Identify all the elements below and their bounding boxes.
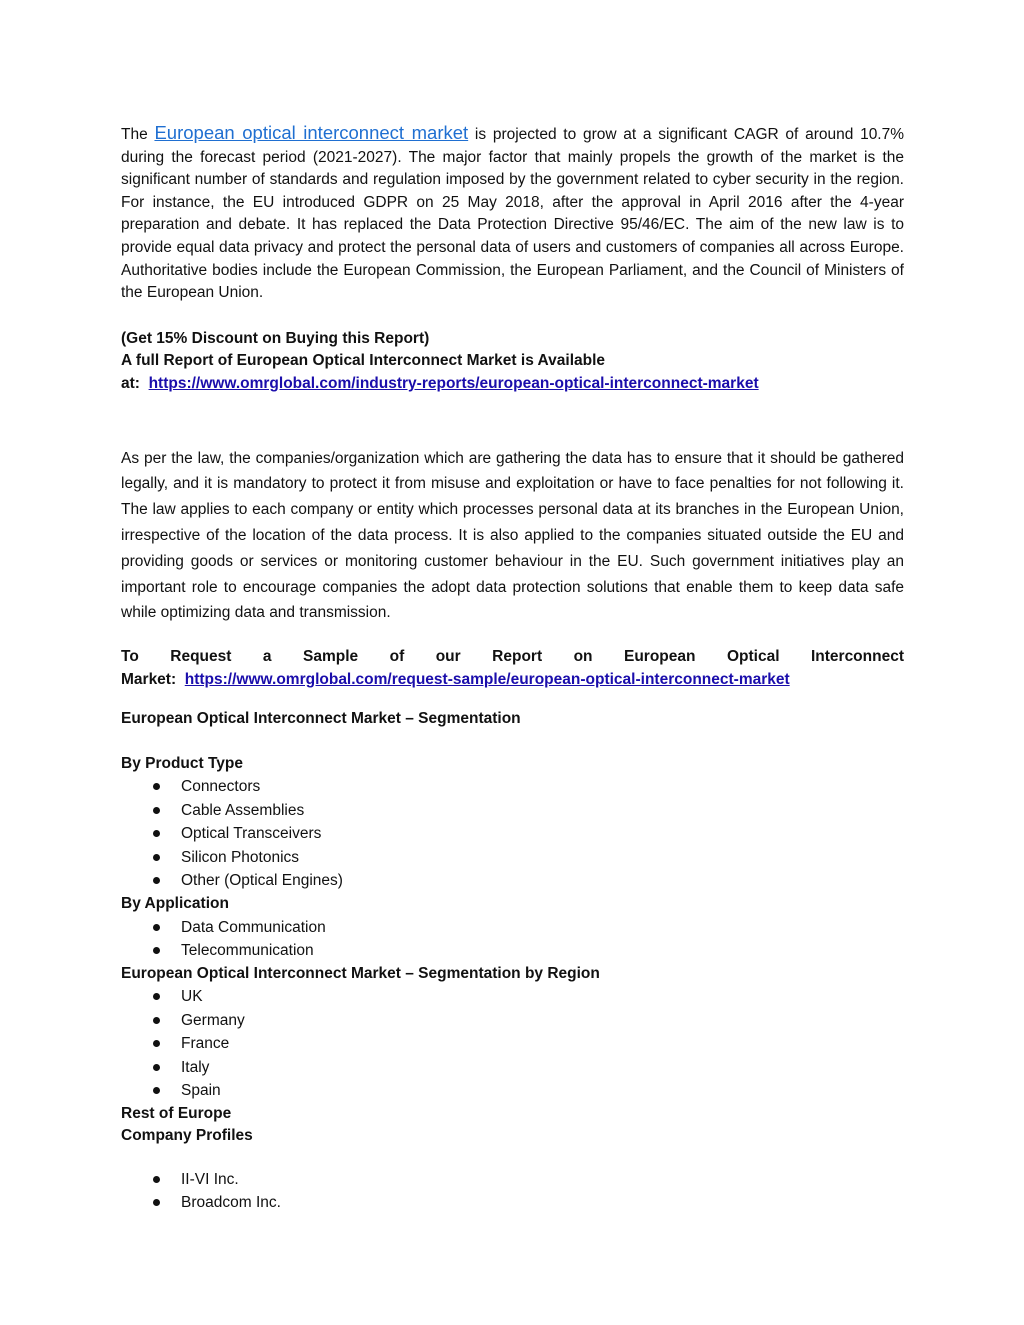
product-type-list — [121, 775, 904, 893]
list-item: Italy — [121, 1056, 904, 1080]
product-type-heading: By Product Type — [121, 754, 244, 772]
application-heading: By Application — [121, 894, 229, 912]
list-item: II-VI Inc. — [121, 1168, 904, 1192]
list-item: Spain — [121, 1079, 904, 1103]
list-item: Telecommunication — [121, 939, 904, 963]
sample-url-link[interactable]: https://www.omrglobal.com/request-sample/european-optical-interconnect-market — [184, 670, 790, 688]
sample-request-line: To Request a Sample of our Report on European Optical Interconnect — [121, 648, 904, 666]
full-report-line: A full Report of European Optical Interconnect Market is Available — [121, 352, 606, 370]
company-profiles-heading: Company Profiles — [121, 1127, 253, 1145]
list-item: Other (Optical Engines) — [121, 869, 904, 893]
list-item: Cable Assemblies — [121, 799, 904, 823]
segmentation-title: European Optical Interconnect Market – Segmentation — [121, 710, 521, 728]
list-item: Broadcom Inc. — [121, 1191, 904, 1215]
list-item: Data Communication — [121, 916, 904, 940]
intro-rest: is projected to grow at a significant CAGR of around 10.7% during the forecast period (2021-2027). The major factor that mainly propels the growth of the market is the significant number of standards and regulation imposed by the government related to cyber security in the region. For instance, the EU introduced GDPR on 25 May 2018, after the approval in April 2016 after the 4-year preparation and debate. It has replaced the Data Protection Directive 95/46/EC. The aim of the new law is to provide equal data privacy and protect the personal data of users and customers of companies all across Europe. Authoritative bodies include the European Commission, the European Parliament, and the Council of Ministers of the European Union. — [121, 126, 905, 302]
sample-url-line — [121, 669, 904, 692]
sample-block — [121, 646, 904, 691]
list-item: Connectors — [121, 775, 904, 799]
list-item: Optical Transceivers — [121, 822, 904, 846]
at-label: at: — [121, 374, 140, 392]
law-paragraph: As per the law, the companies/organization which are gathering the data has to ensure that it should be gathered legally, and it is mandatory to protect it from misuse and exploitation or have to face penalties for not following it. The law applies to each company or entity which processes personal data at its branches in the European Union, irrespective of the location of the data process. It is also applied to the companies situated outside the EU and providing goods or services or monitoring customer behaviour in the EU. Such government initiatives play an important role to encourage companies the adopt data protection solutions that enable them to keep data safe while optimizing data and transmission. — [121, 449, 904, 622]
region-list — [121, 985, 904, 1103]
region-heading: European Optical Interconnect Market – Segmentation by Region — [121, 964, 600, 982]
report-url-link[interactable]: https://www.omrglobal.com/industry-reports/european-optical-interconnect-market — [148, 374, 759, 392]
rest-of-europe: Rest of Europe — [121, 1104, 232, 1122]
discount-block — [121, 328, 904, 396]
market-link[interactable]: European optical interconnect market — [154, 122, 469, 143]
intro-paragraph — [121, 122, 904, 305]
market-label: Market: — [121, 670, 177, 688]
list-item: Germany — [121, 1009, 904, 1033]
document-content — [121, 122, 904, 1215]
intro-lead: The — [121, 126, 148, 143]
report-url-line — [121, 373, 904, 396]
company-list — [121, 1168, 904, 1215]
list-item: France — [121, 1032, 904, 1056]
list-item: UK — [121, 985, 904, 1009]
application-list — [121, 916, 904, 963]
list-item: Silicon Photonics — [121, 846, 904, 870]
discount-line: (Get 15% Discount on Buying this Report) — [121, 329, 430, 347]
